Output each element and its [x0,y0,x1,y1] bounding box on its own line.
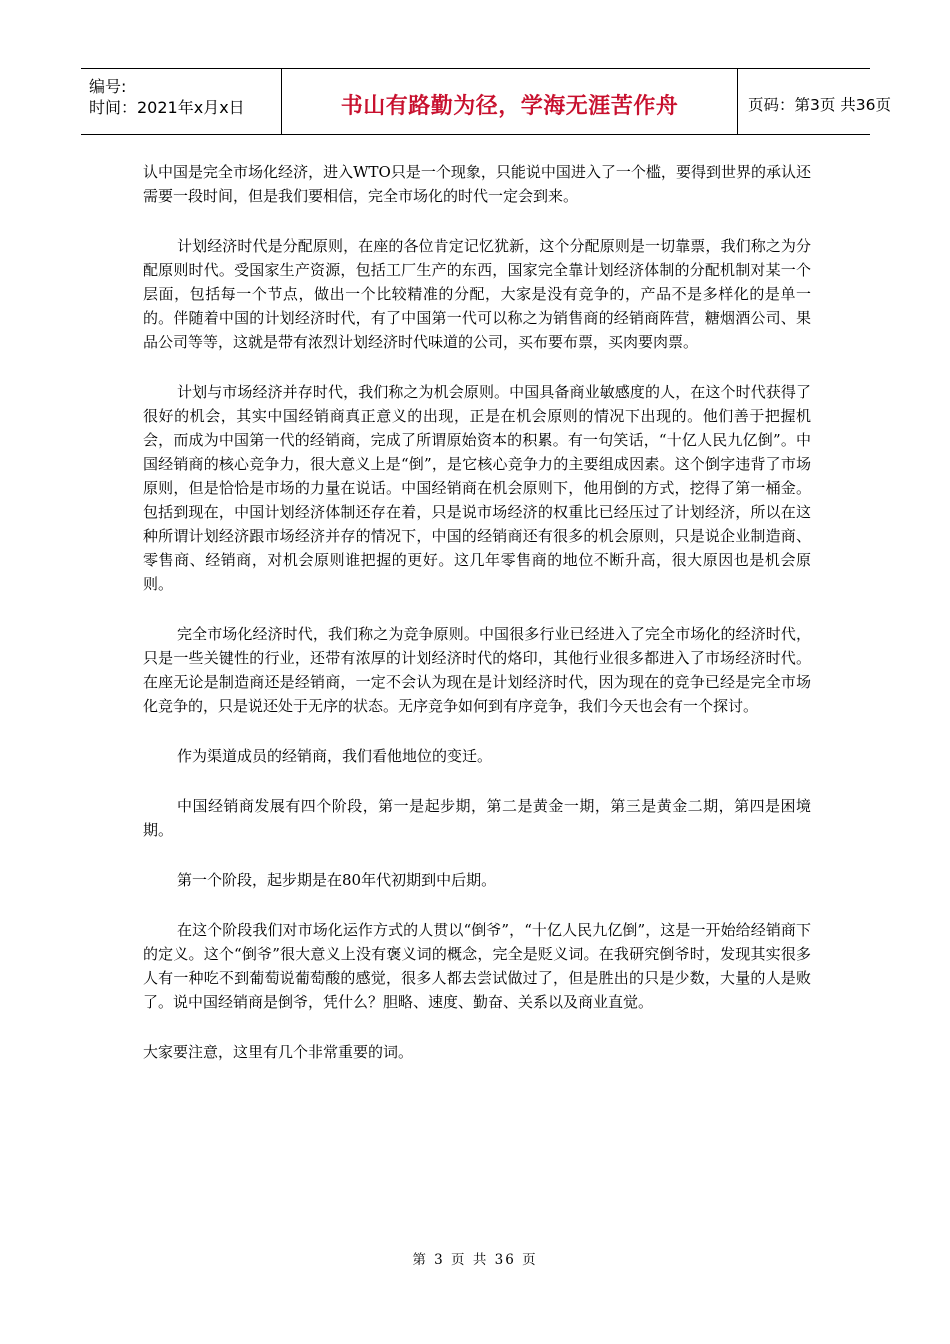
page-header [81,68,892,135]
document-date-label: 时间：2021年x月x日 [89,98,245,117]
header-page-cell [738,69,892,134]
paragraph: 作为渠道成员的经销商，我们看他地位的变迁。 [177,747,493,765]
paragraph: 中国经销商发展有四个阶段，第一是起步期，第二是黄金一期，第三是黄金二期，第四是困境期。 [143,797,811,839]
header-meta-cell [81,69,281,134]
header-page-info: 页码：第3页 共36页 [748,96,892,114]
paragraph: 大家要注意，这里有几个非常重要的词。 [143,1043,414,1061]
paragraph: 计划经济时代是分配原则，在座的各位肯定记忆犹新，这个分配原则是一切靠票，我们称之为分配原则时代。受国家生产资源，包括工厂生产的东西，国家完全靠计划经济体制的分配机制对某一个层面，包括每一个节点，做出一个比较精准的分配，大家是没有竞争的，产品不是多样化的是单一的。伴随着中国的计划经济时代，有了中国第一代可以称之为销售商的经销商阵营，糖烟酒公司、果品公司等等，这就是带有浓烈计划经济时代味道的公司，买布要布票，买肉要肉票。 [143,237,811,351]
header-motto-cell [281,69,738,134]
paragraph: 认中国是完全市场化经济，进入WTO只是一个现象，只能说中国进入了一个槛，要得到世界的承认还需要一段时间，但是我们要相信，完全市场化的时代一定会到来。 [143,163,811,205]
paragraph: 完全市场化经济时代，我们称之为竞争原则。中国很多行业已经进入了完全市场化的经济时代，只是一些关键性的行业，还带有浓厚的计划经济时代的烙印，其他行业很多都进入了市场经济时代。在座无论是制造商还是经销商，一定不会认为现在是计划经济时代，因为现在的竞争已经是完全市场化竞争的，只是说还处于无序的状态。无序竞争如何到有序竞争，我们今天也会有一个探讨。 [143,625,811,715]
header-motto: 书山有路勤为径，学海无涯苦作舟 [340,94,679,119]
document-body [143,160,811,1064]
page-footer: 第 3 页 共 36 页 [412,1252,538,1268]
paragraph: 在这个阶段我们对市场化运作方式的人贯以“倒爷”，“十亿人民九亿倒”，这是一开始给经销商下的定义。这个“倒爷”很大意义上没有褒义词的概念，完全是贬义词。在我研究倒爷时，发现其实很多人有一种吃不到葡萄说葡萄酸的感觉，很多人都去尝试做过了，但是胜出的只是少数，大量的人是败了。说中国经销商是倒爷，凭什么？胆略、速度、勤奋、关系以及商业直觉。 [143,921,811,1011]
paragraph: 第一个阶段，起步期是在80年代初期到中后期。 [177,871,497,889]
paragraph: 计划与市场经济并存时代，我们称之为机会原则。中国具备商业敏感度的人，在这个时代获得了很好的机会，其实中国经销商真正意义的出现，正是在机会原则的情况下出现的。他们善于把握机会，而成为中国第一代的经销商，完成了所谓原始资本的积累。有一句笑话，“十亿人民九亿倒”。中国经销商的核心竞争力，很大意义上是“倒”，是它核心竞争力的主要组成因素。这个倒字违背了市场原则，但是恰恰是市场的力量在说话。中国经销商在机会原则下，他用倒的方式，挖得了第一桶金。包括到现在，中国计划经济体制还存在着，只是说市场经济的权重比已经压过了计划经济，所以在这种所谓计划经济跟市场经济并存的情况下，中国的经销商还有很多的机会原则，只是说企业制造商、零售商、经销商，对机会原则谁把握的更好。这几年零售商的地位不断升高，很大原因也是机会原则。 [143,383,811,593]
document-number-label: 编号: [89,77,127,96]
